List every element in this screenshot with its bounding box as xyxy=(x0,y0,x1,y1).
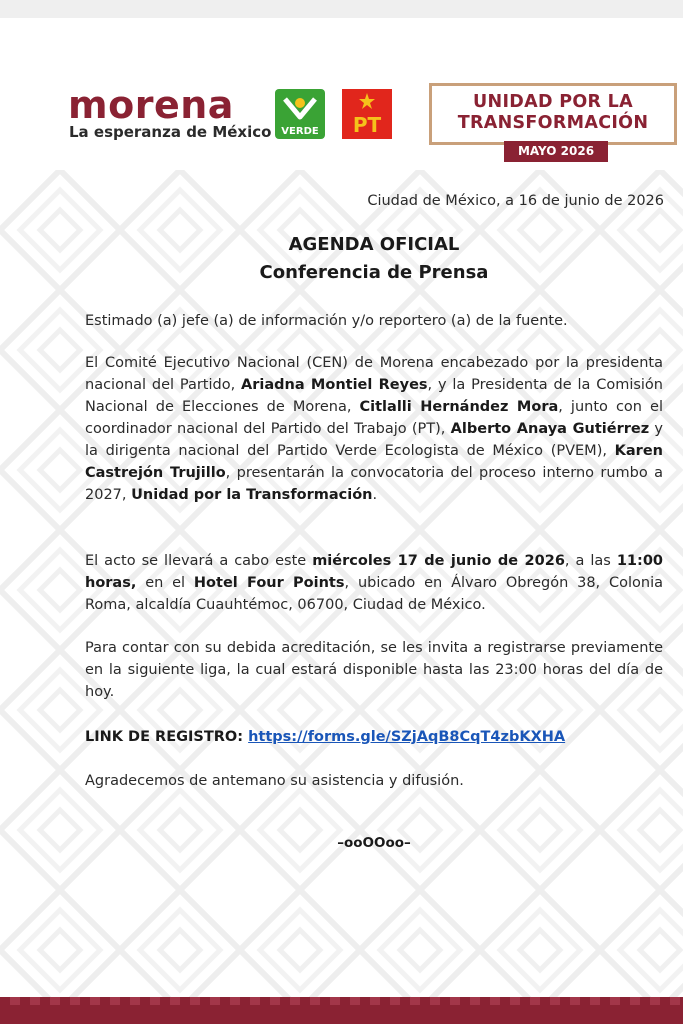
verde-logo xyxy=(275,89,325,139)
event-paragraph: El acto se llevará a cabo este miércoles 17 de junio de 2026, a las 11:00 horas, en el Hotel Four Points, ubicado en Álvaro Obregón 38, Colonia Roma, alcaldía Cuauhtémoc, 06700, Ciudad de México. xyxy=(85,553,663,613)
registration-line xyxy=(85,726,663,748)
campaign-line-2: TRANSFORMACIÓN xyxy=(457,113,649,133)
letterhead xyxy=(0,80,683,170)
name-ariadna: Ariadna Montiel Reyes xyxy=(241,377,428,393)
event-time: 11:00 horas, xyxy=(85,553,663,591)
campaign-date: MAYO 2026 xyxy=(504,141,608,162)
footer-band xyxy=(0,997,683,1024)
thanks-paragraph: Agradecemos de antemano su asistencia y difusión. xyxy=(85,773,464,789)
verde-logo-text: VERDE xyxy=(281,126,319,137)
campaign-line-1: UNIDAD POR LA xyxy=(473,92,633,112)
morena-logo: morena xyxy=(68,83,234,127)
event-date: miércoles 17 de junio de 2026 xyxy=(312,553,565,569)
registration-label: LINK DE REGISTRO: xyxy=(85,729,244,745)
name-alberto: Alberto Anaya Gutiérrez xyxy=(450,421,650,437)
campaign-badge xyxy=(429,83,677,158)
name-karen: Karen Castrejón Trujillo xyxy=(85,443,663,481)
event-name: Unidad por la Transformación xyxy=(131,487,373,503)
name-citlalli: Citlalli Hernández Mora xyxy=(359,399,559,415)
pt-logo-text: PT xyxy=(352,113,382,137)
document-subtitle: Conferencia de Prensa xyxy=(259,262,489,283)
top-strip xyxy=(0,0,683,18)
closing-mark: –ooOOoo– xyxy=(337,835,411,851)
morena-tagline: La esperanza de México xyxy=(69,123,272,141)
main-paragraph: El Comité Ejecutivo Nacional (CEN) de Morena encabezado por la presidenta nacional del Partido, Ariadna Montiel Reyes, y la Presidenta de la Comisión Nacional de Elecciones de Morena, Citlalli Hernández Mora, junto con el coordinador nacional del Partido del Trabajo (PT), Alberto Anaya Gutiérrez y la dirigenta nacional del Partido Verde Ecologista de México (PVEM), Karen Castrejón Trujillo, presentarán la convocatoria del proceso interno rumbo a 2027, Unidad por la Transformación. xyxy=(85,355,664,503)
greeting-paragraph: Estimado (a) jefe (a) de información y/o reportero (a) de la fuente. xyxy=(85,313,568,329)
accreditation-paragraph: Para contar con su debida acreditación, se les invita a registrarse previamente en la siguiente liga, la cual estará disponible hasta las 23:00 horas del día de hoy. xyxy=(85,640,663,700)
date-line: Ciudad de México, a 16 de junio de 2026 xyxy=(367,193,664,209)
registration-link[interactable]: https://forms.gle/SZjAqB8CqT4zbKXHA xyxy=(248,729,566,745)
event-venue: Hotel Four Points xyxy=(193,575,345,591)
document-title: AGENDA OFICIAL xyxy=(288,234,460,255)
pt-logo xyxy=(342,89,392,139)
